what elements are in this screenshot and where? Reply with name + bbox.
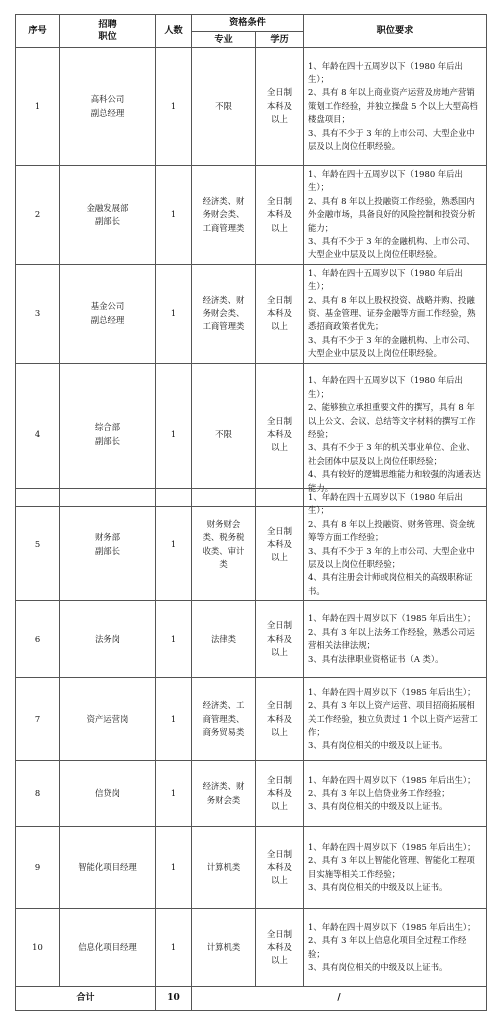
row-major-line: 不限 bbox=[215, 428, 232, 439]
row-count: 1 bbox=[156, 761, 192, 827]
row-position-line: 基金公司 bbox=[90, 301, 125, 312]
row-position bbox=[60, 678, 156, 761]
row-education-line: 全日制 bbox=[266, 848, 293, 859]
row-education bbox=[256, 48, 304, 166]
row-education bbox=[256, 601, 304, 678]
row-major-line: 不限 bbox=[215, 100, 232, 111]
row-major-line: 计算机类 bbox=[206, 942, 241, 953]
row-major-line: 工商管理类 bbox=[202, 222, 245, 233]
row-requirements-line: 1、年龄在四十五周岁以下（1980 年后出生）； bbox=[308, 169, 463, 193]
row-position-line: 高科公司 bbox=[90, 94, 125, 105]
total-label: 合计 bbox=[16, 987, 156, 1011]
row-position-line: 资产运营岗 bbox=[86, 713, 129, 724]
row-requirements-line: 3、具有不少于 3 年的金融机构、上市公司、大型企业中层及以上岗位任职经验。 bbox=[308, 236, 475, 260]
row-position-line: 副部长 bbox=[94, 215, 121, 226]
row-requirements bbox=[304, 601, 487, 678]
row-count: 1 bbox=[156, 264, 192, 363]
row-major bbox=[192, 601, 256, 678]
row-position bbox=[60, 363, 156, 506]
row-requirements-line: 1、年龄在四十周岁以下（1985 年后出生）； bbox=[308, 921, 476, 932]
row-requirements-line: 3、具有岗位相关的中级及以上证书。 bbox=[308, 740, 448, 751]
row-position-line: 信贷岗 bbox=[94, 788, 121, 799]
row-position-line: 法务岗 bbox=[94, 633, 121, 644]
table-row bbox=[16, 601, 487, 678]
row-requirements-line: 1、年龄在四十周岁以下（1985 年后出生）； bbox=[308, 686, 476, 697]
row-position bbox=[60, 48, 156, 166]
row-seq: 9 bbox=[16, 827, 60, 909]
header-count: 人数 bbox=[156, 15, 192, 48]
rows-part-2 bbox=[16, 489, 487, 987]
row-major-line: 务财会类、 bbox=[202, 308, 245, 319]
row-requirements-line: 4、具有较好的逻辑思维能力和较强的沟通表达能力。 bbox=[308, 469, 481, 493]
row-education-line: 本科及 bbox=[266, 942, 293, 953]
row-requirements bbox=[304, 827, 487, 909]
row-major bbox=[192, 827, 256, 909]
row-requirements-line: 1、年龄在四十五周岁以下（1980 年后出生）； bbox=[308, 492, 463, 516]
row-major-line: 收类、审计 bbox=[202, 545, 245, 556]
row-major bbox=[192, 678, 256, 761]
row-education-line: 本科及 bbox=[266, 538, 293, 549]
header-education: 学历 bbox=[256, 32, 304, 48]
row-education-line: 本科及 bbox=[266, 633, 293, 644]
table-row bbox=[16, 909, 487, 987]
row-education-line: 全日制 bbox=[266, 415, 293, 426]
row-major-line: 务财会类、 bbox=[202, 209, 245, 220]
row-position-line: 副部长 bbox=[94, 545, 121, 556]
row-position-line: 副总经理 bbox=[90, 107, 125, 118]
row-education-line: 以上 bbox=[271, 552, 288, 563]
header-qualification: 资格条件 bbox=[192, 15, 304, 32]
row-major bbox=[192, 166, 256, 265]
table-row bbox=[16, 166, 487, 265]
row-major-line: 法律类 bbox=[210, 633, 237, 644]
row-requirements-line: 2、具有 8 年以上投融资、财务管理、资金统筹等方面工作经验； bbox=[308, 518, 475, 543]
row-requirements bbox=[304, 678, 487, 761]
row-major bbox=[192, 761, 256, 827]
row-education-line: 全日制 bbox=[266, 525, 293, 536]
header-seq: 序号 bbox=[16, 15, 60, 48]
row-major bbox=[192, 489, 256, 601]
row-major-line: 经济类、财 bbox=[202, 195, 245, 206]
row-requirements-line: 2、具有 3 年以上法务工作经验，熟悉公司运营相关法律法规； bbox=[308, 626, 475, 651]
row-education-line: 以上 bbox=[271, 875, 288, 886]
row-seq: 8 bbox=[16, 761, 60, 827]
row-position bbox=[60, 601, 156, 678]
row-requirements-line: 3、具有不少于 3 年的上市公司、大型企业中层及以上岗位任职经验； bbox=[308, 545, 475, 570]
row-requirements-line: 3、具有不少于 3 年的金融机构、上市公司、大型企业中层及以上岗位任职经验。 bbox=[308, 334, 475, 359]
row-education-line: 全日制 bbox=[266, 195, 293, 206]
row-requirements bbox=[304, 166, 487, 265]
row-requirements-line: 2、具有 3 年以上信息化项目全过程工作经验； bbox=[308, 935, 467, 959]
row-education-line: 以上 bbox=[271, 801, 288, 812]
row-education-line: 全日制 bbox=[266, 774, 293, 785]
row-education bbox=[256, 264, 304, 363]
row-major-line: 务财会类 bbox=[206, 794, 241, 805]
row-position-line: 副部长 bbox=[94, 435, 121, 446]
header-major: 专业 bbox=[192, 32, 256, 48]
row-major bbox=[192, 909, 256, 987]
row-seq: 6 bbox=[16, 601, 60, 678]
row-position bbox=[60, 166, 156, 265]
row-count: 1 bbox=[156, 489, 192, 601]
row-major-line: 商管理类、 bbox=[202, 713, 245, 724]
total-row bbox=[16, 987, 487, 1011]
total-rest: / bbox=[192, 987, 487, 1011]
table-row bbox=[16, 827, 487, 909]
row-requirements bbox=[304, 48, 487, 166]
row-education-line: 本科及 bbox=[266, 100, 293, 111]
row-requirements-line: 1、年龄在四十五周岁以下（1980 年后出生）； bbox=[308, 60, 463, 84]
row-position bbox=[60, 489, 156, 601]
row-requirements-line: 1、年龄在四十周岁以下（1985 年后出生）； bbox=[308, 613, 476, 624]
row-position-line: 金融发展部 bbox=[86, 202, 129, 213]
row-position bbox=[60, 761, 156, 827]
row-major-line: 财务财会 bbox=[206, 518, 241, 529]
row-major-line: 类 bbox=[219, 559, 228, 570]
row-education-line: 全日制 bbox=[266, 928, 293, 939]
row-seq: 7 bbox=[16, 678, 60, 761]
row-seq: 2 bbox=[16, 166, 60, 265]
row-requirements-line: 3、具有不少于 3 年的机关事业单位、企业、社会团体中层及以上岗位任职经验； bbox=[308, 442, 475, 466]
row-count: 1 bbox=[156, 678, 192, 761]
row-requirements bbox=[304, 489, 487, 601]
row-count: 1 bbox=[156, 48, 192, 166]
row-requirements-line: 2、具有 8 年以上投融资工作经验，熟悉国内外金融市场，具备良好的风险控制和投资分析能力； bbox=[308, 195, 476, 233]
row-seq: 10 bbox=[16, 909, 60, 987]
row-position bbox=[60, 264, 156, 363]
row-requirements-line: 2、能够独立承担重要文件的撰写，具有 8 年以上公文、会议、总结等文字材料的撰写工作经验； bbox=[308, 402, 476, 439]
row-requirements-line: 2、具有 3 年以上智能化管理、智能化工程项目实施等相关工作经验； bbox=[308, 855, 475, 879]
row-count: 1 bbox=[156, 363, 192, 506]
row-requirements-line: 1、年龄在四十五周岁以下（1980 年后出生）； bbox=[308, 267, 463, 292]
rows-part-1 bbox=[16, 48, 487, 507]
row-major-line: 工商管理类 bbox=[202, 321, 245, 332]
row-count: 1 bbox=[156, 166, 192, 265]
row-education bbox=[256, 761, 304, 827]
row-requirements-line: 4、具有注册会计师或岗位相关的高级职称证书。 bbox=[308, 572, 473, 596]
row-education bbox=[256, 489, 304, 601]
row-major bbox=[192, 363, 256, 506]
row-seq: 3 bbox=[16, 264, 60, 363]
row-education bbox=[256, 363, 304, 506]
row-requirements bbox=[304, 363, 487, 506]
row-major bbox=[192, 48, 256, 166]
row-seq: 5 bbox=[16, 489, 60, 601]
row-seq: 4 bbox=[16, 363, 60, 506]
table-row bbox=[16, 678, 487, 761]
row-education bbox=[256, 827, 304, 909]
row-major-line: 计算机类 bbox=[206, 862, 241, 873]
table-row bbox=[16, 264, 487, 363]
row-education-line: 以上 bbox=[271, 955, 288, 966]
row-major-line: 经济类、财 bbox=[202, 781, 245, 792]
row-education-line: 全日制 bbox=[266, 620, 293, 631]
header-position: 招聘 职位 bbox=[60, 15, 156, 48]
row-education-line: 全日制 bbox=[266, 700, 293, 711]
row-seq: 1 bbox=[16, 48, 60, 166]
row-requirements-line: 2、具有 3 年以上资产运营、项目招商拓展相关工作经验，独立负责过 1 个以上资产运营工作； bbox=[308, 700, 478, 737]
table-row bbox=[16, 761, 487, 827]
row-requirements-line: 3、具有岗位相关的中级及以上证书。 bbox=[308, 882, 448, 893]
row-position-line: 信息化项目经理 bbox=[78, 942, 137, 953]
row-requirements-line: 1、年龄在四十五周岁以下（1980 年后出生）； bbox=[308, 375, 463, 399]
row-requirements bbox=[304, 909, 487, 987]
row-requirements-line: 3、具有不少于 3 年的上市公司、大型企业中层及以上岗位任职经验。 bbox=[308, 127, 475, 152]
row-requirements bbox=[304, 264, 487, 363]
recruitment-table-part-1 bbox=[15, 14, 487, 507]
row-requirements-line: 1、年龄在四十周岁以下（1985 年后出生）； bbox=[308, 841, 476, 852]
row-education-line: 以上 bbox=[271, 442, 288, 453]
row-education-line: 本科及 bbox=[266, 788, 293, 799]
row-education-line: 本科及 bbox=[266, 862, 293, 873]
row-education-line: 全日制 bbox=[266, 294, 293, 305]
row-position-line: 副总经理 bbox=[90, 314, 125, 325]
row-major-line: 商务贸易类 bbox=[202, 726, 245, 737]
row-requirements-line: 3、具有岗位相关的中级及以上证书。 bbox=[308, 962, 448, 973]
row-position bbox=[60, 827, 156, 909]
row-education-line: 以上 bbox=[271, 646, 288, 657]
row-major bbox=[192, 264, 256, 363]
row-education bbox=[256, 166, 304, 265]
row-requirements-line: 2、具有 3 年以上信贷业务工作经验； bbox=[308, 788, 450, 799]
row-count: 1 bbox=[156, 601, 192, 678]
recruitment-table-part-2 bbox=[15, 488, 487, 1011]
row-education-line: 以上 bbox=[271, 114, 288, 125]
row-requirements bbox=[304, 761, 487, 827]
table-row bbox=[16, 363, 487, 506]
row-education bbox=[256, 909, 304, 987]
row-requirements-line: 3、具有法律职业资格证书（A 类）。 bbox=[308, 653, 444, 664]
row-major-line: 经济类、工 bbox=[202, 700, 245, 711]
table-row bbox=[16, 48, 487, 166]
total-count: 10 bbox=[156, 987, 192, 1011]
row-requirements-line: 1、年龄在四十周岁以下（1985 年后出生）； bbox=[308, 774, 476, 785]
row-count: 1 bbox=[156, 827, 192, 909]
header-requirements: 职位要求 bbox=[304, 15, 487, 48]
row-major-line: 经济类、财 bbox=[202, 294, 245, 305]
table-row bbox=[16, 489, 487, 601]
row-education-line: 本科及 bbox=[266, 428, 293, 439]
row-education-line: 以上 bbox=[271, 321, 288, 332]
row-education-line: 全日制 bbox=[266, 87, 293, 98]
row-education-line: 本科及 bbox=[266, 713, 293, 724]
row-position-line: 智能化项目经理 bbox=[78, 862, 137, 873]
row-position-line: 财务部 bbox=[94, 532, 121, 543]
row-position bbox=[60, 909, 156, 987]
row-major-line: 类、税务税 bbox=[202, 532, 245, 543]
row-requirements-line: 2、具有 8 年以上股权投资、战略并购、投融资、基金管理、证券金融等方面工作经验，熟悉招商政策者优先； bbox=[308, 294, 476, 332]
row-education-line: 本科及 bbox=[266, 209, 293, 220]
row-requirements-line: 2、具有 8 年以上商业资产运营及房地产营销策划工作经验，并独立操盘 5 个以上大型高档楼盘项目； bbox=[308, 87, 478, 125]
row-count: 1 bbox=[156, 909, 192, 987]
row-position-line: 综合部 bbox=[94, 422, 121, 433]
row-requirements-line: 3、具有岗位相关的中级及以上证书。 bbox=[308, 801, 448, 812]
row-education-line: 以上 bbox=[271, 726, 288, 737]
row-education-line: 本科及 bbox=[266, 308, 293, 319]
row-education-line: 以上 bbox=[271, 222, 288, 233]
row-education bbox=[256, 678, 304, 761]
